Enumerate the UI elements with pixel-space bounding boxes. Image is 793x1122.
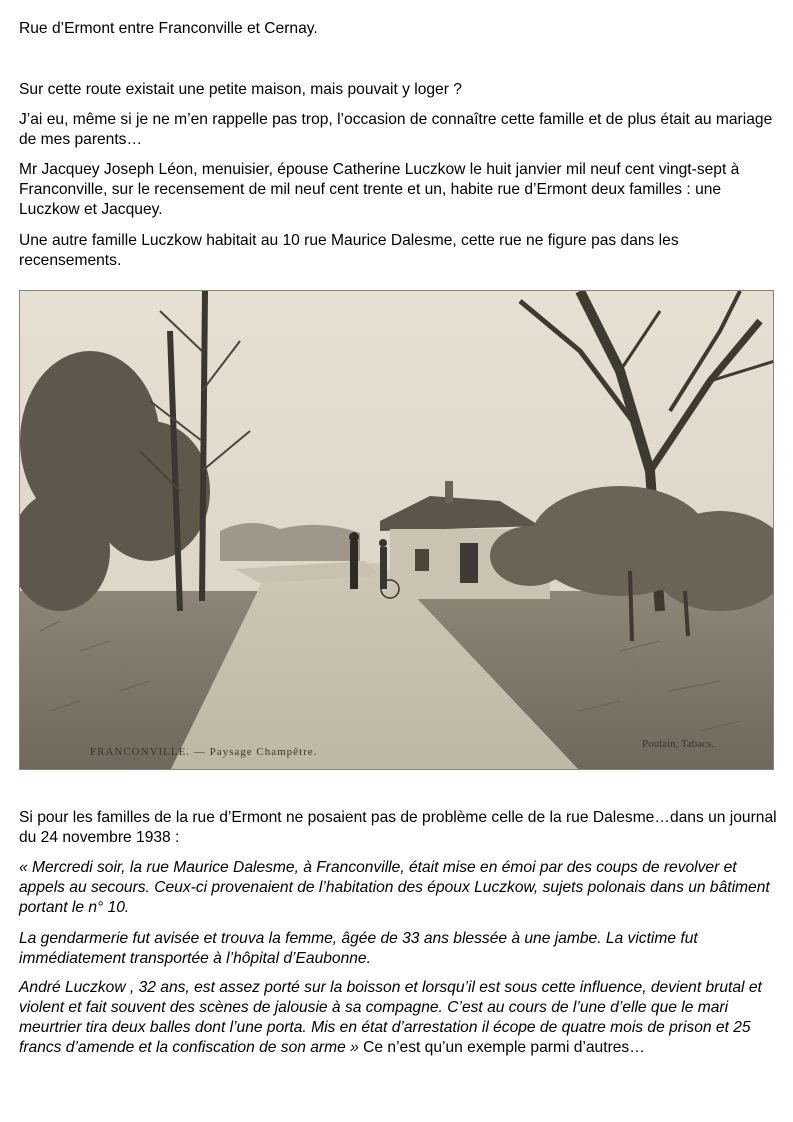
paragraph-memory: J’ai eu, même si je ne m’en rappelle pas trop, l’occasion de connaître cette famille et de plus était au mariage de mes parents… — [19, 111, 773, 148]
quote-paragraph-1: « Mercredi soir, la rue Maurice Dalesme, à Franconville, était mise en émoi par des coups de revolver et appels au secours. Ceux-ci provenaient de l’habitation des époux Luczkow, sujets polonais dans un bâtiment portant le n° 10. — [19, 859, 770, 916]
postcard-caption-publisher: Poulain, Tabacs. — [642, 738, 715, 750]
quote-paragraph-3-italic: André Luczkow , 32 ans, est assez porté sur la boisson et lorsqu’il est sous cette influence, devient brutal et violent et fait souvent des scènes de jalousie à sa compagne. C’est au cours de l’une d’elle que le mari meurtrier tira deux balles dont l’une porta. Mis en état d’arrestation il écope de quatre mois de prison et 25 francs d’amende et la confiscation de son arme » — [19, 979, 762, 1056]
quote-paragraph-3-tail: Ce n’est qu’un exemple parmi d’autres… — [358, 1039, 645, 1056]
paragraph-question: Sur cette route existait une petite maison, mais pouvait y loger ? — [19, 81, 462, 98]
paragraph-other-family: Une autre famille Luczkow habitait au 10 rue Maurice Dalesme, cette rue ne figure pas dans les recensements. — [19, 232, 679, 269]
postcard-photo — [19, 290, 774, 770]
postcard-caption-location: FRANCONVILLE. — Paysage Champêtre. — [90, 746, 318, 758]
paragraph-marriage: Mr Jacquey Joseph Léon, menuisier, épouse Catherine Luczkow le huit janvier mil neuf cent vingt-sept à Franconville, sur le recensement de mil neuf cent trente et un, habite rue d’Ermont deux familles : une Luczkow et Jacquey. — [19, 161, 740, 218]
quote-paragraph-2: La gendarmerie fut avisée et trouva la femme, âgée de 33 ans blessée à une jambe. La victime fut immédiatement transportée à l’hôpital d’Eaubonne. — [19, 930, 698, 967]
paragraph-newspaper-intro: Si pour les familles de la rue d’Ermont ne posaient pas de problème celle de la rue Dalesme…dans un journal du 24 novembre 1938 : — [19, 809, 777, 846]
document-heading: Rue d’Ermont entre Franconville et Cernay. — [19, 20, 318, 37]
quote-paragraph-3 — [19, 978, 779, 1058]
